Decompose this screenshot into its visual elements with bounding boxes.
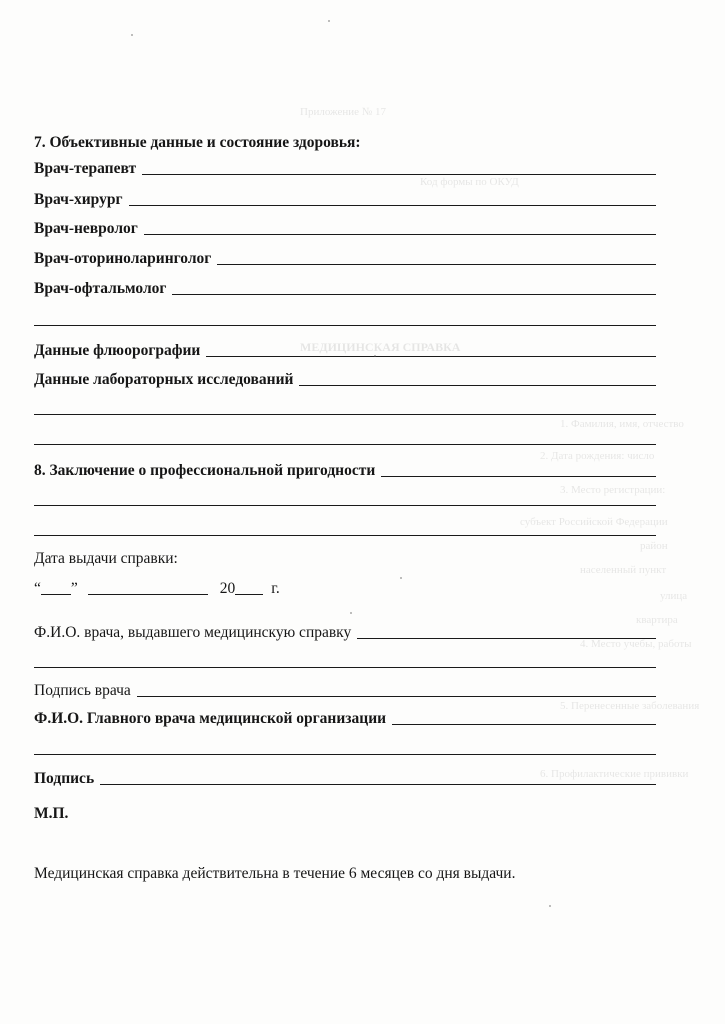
fluorography-field[interactable] (206, 355, 656, 357)
ghost-item: район (640, 540, 668, 552)
issue-date-label-row (34, 546, 656, 568)
fluorography-row (34, 338, 656, 360)
quote-open: “ (34, 580, 41, 597)
extra-line[interactable] (34, 505, 656, 506)
year-field[interactable] (235, 593, 263, 595)
neurologist-field[interactable] (144, 233, 656, 235)
doctor-signature-row (34, 678, 656, 700)
seal-row (34, 801, 656, 823)
doctor-signature-field[interactable] (137, 695, 656, 697)
validity-note: Медицинская справка действительна в течение 6 месяцев со дня выдачи. (34, 865, 516, 882)
section-8-row (34, 458, 656, 480)
ghost-item: субъект Российской Федерации (520, 516, 668, 528)
ghost-item: 1. Фамилия, имя, отчество (560, 418, 684, 430)
ghost-title: МЕДИЦИНСКАЯ СПРАВКА (300, 340, 461, 354)
fitness-conclusion-field[interactable] (381, 475, 656, 477)
signature-field[interactable] (100, 783, 656, 785)
extra-line[interactable] (34, 444, 656, 445)
chief-name-field[interactable] (392, 723, 656, 725)
ophthalmologist-label: Врач-офтальмолог (34, 280, 167, 297)
neurologist-label: Врач-невролог (34, 220, 138, 237)
surgeon-label: Врач-хирург (34, 191, 123, 208)
signature-label: Подпись (34, 770, 95, 787)
ophthalmologist-row (34, 276, 656, 298)
day-field[interactable] (41, 593, 71, 595)
scan-speck (328, 20, 330, 22)
ghost-item: 6. Профилактические прививки (540, 768, 689, 780)
lab-label: Данные лабораторных исследований (34, 371, 294, 388)
scan-speck (400, 577, 402, 579)
surgeon-row (34, 187, 656, 209)
surgeon-field[interactable] (129, 204, 657, 206)
ghost-item: населенный пункт (580, 564, 667, 576)
ent-field[interactable] (217, 263, 656, 265)
month-field[interactable] (88, 593, 208, 595)
doctor-name-row (34, 620, 656, 642)
ent-label: Врач-оториноларинголог (34, 250, 212, 267)
chief-name-row (34, 706, 656, 728)
ghost-item: улица (660, 590, 688, 602)
scan-speck (350, 612, 352, 614)
quote-close: ” (70, 580, 78, 597)
scan-speck (549, 905, 551, 907)
scan-speck (131, 34, 133, 36)
chief-name-label: Ф.И.О. Главного врача медицинской организации (34, 710, 387, 727)
lab-field[interactable] (299, 384, 656, 386)
seal-label: М.П. (34, 805, 69, 822)
year-suffix: г. (271, 580, 280, 597)
ent-row (34, 246, 656, 268)
section-8-title: 8. Заключение о профессиональной пригодности (34, 462, 376, 479)
doctor-name-field[interactable] (357, 637, 656, 639)
issue-date-fields (34, 574, 280, 598)
extra-line[interactable] (34, 667, 656, 668)
scan-speck (374, 355, 376, 357)
doctor-name-label: Ф.И.О. врача, выдавшего медицинскую справку (34, 624, 352, 641)
issue-date-label: Дата выдачи справки: (34, 550, 178, 567)
fluorography-label: Данные флюорографии (34, 342, 201, 359)
doctor-signature-label: Подпись врача (34, 682, 131, 699)
therapist-row (34, 156, 656, 178)
extra-line[interactable] (34, 325, 656, 326)
therapist-label: Врач-терапевт (34, 160, 137, 177)
section-7-heading (34, 130, 656, 152)
extra-line[interactable] (34, 414, 656, 415)
therapist-field[interactable] (142, 173, 656, 175)
validity-row (34, 861, 656, 883)
ghost-appendix: Приложение № 17 (300, 106, 387, 118)
ghost-item: 3. Место регистрации: (560, 484, 666, 496)
ghost-item: 4. Место учебы, работы (580, 638, 692, 650)
neurologist-row (34, 216, 656, 238)
ghost-item: 2. Дата рождения: число (540, 450, 655, 462)
signature-row (34, 766, 656, 788)
extra-line[interactable] (34, 535, 656, 536)
ghost-okud: Код формы по ОКУД (420, 176, 519, 188)
section-7-title: 7. Объективные данные и состояние здоровья: (34, 134, 361, 151)
extra-line[interactable] (34, 754, 656, 755)
ophthalmologist-field[interactable] (172, 293, 656, 295)
ghost-item: 5. Перенесенные заболевания (560, 700, 700, 712)
lab-row (34, 367, 656, 389)
ghost-item: квартира (636, 614, 678, 626)
year-prefix: 20 (219, 580, 236, 597)
